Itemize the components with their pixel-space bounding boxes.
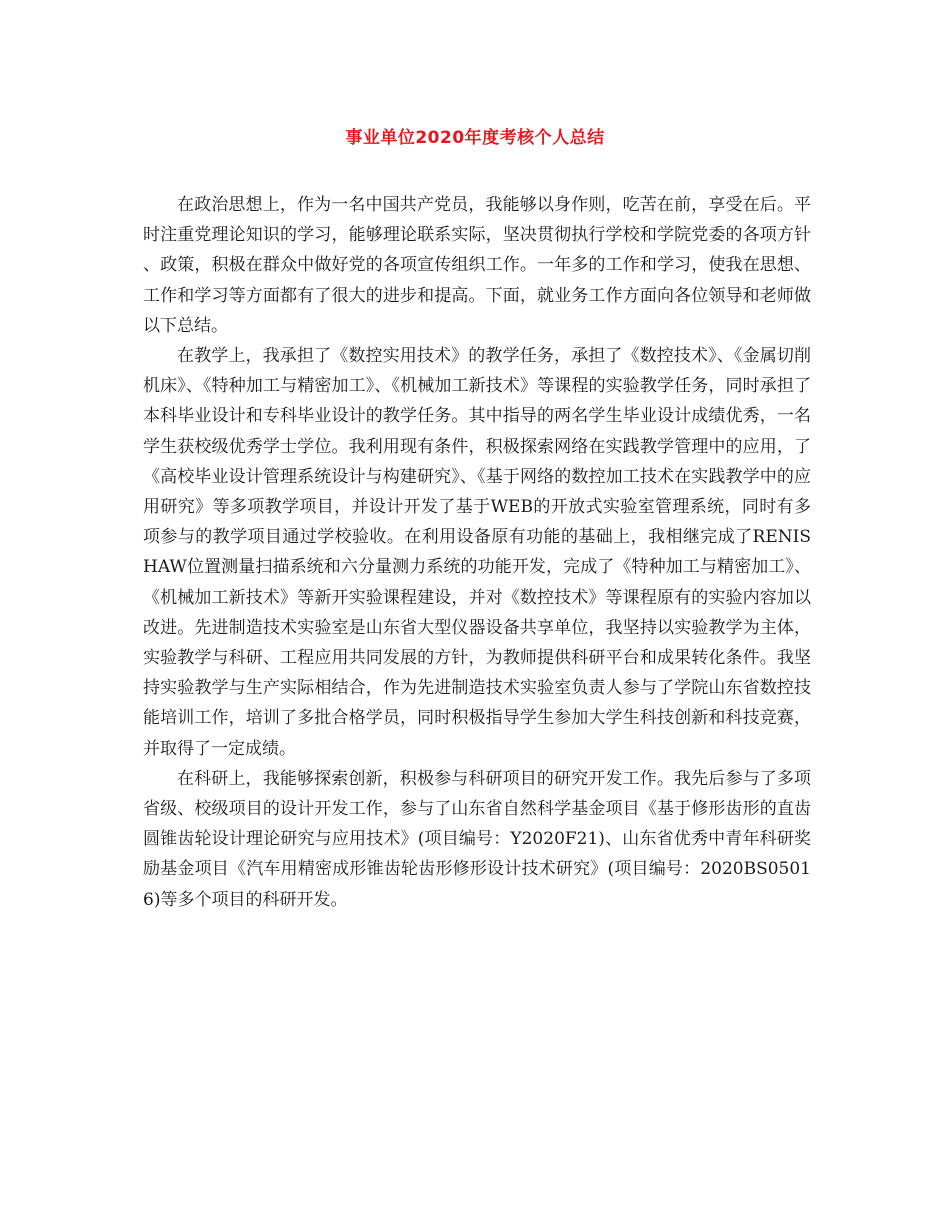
paragraph-teaching: 在教学上，我承担了《数控实用技术》的教学任务，承担了《数控技术》、《金属切削机床》、《特种加工与精密加工》、《机械加工新技术》等课程的实验教学任务，同时承担了本科毕业设计和专科毕业设计的教学任务。其中指导的两名学生毕业设计成绩优秀，一名学生获校级优秀学士学位。我利用现有条件，积极探索网络在实践教学管理中的应用，了《高校毕业设计管理系统设计与构建研究》、《基于网络的数控加工技术在实践教学中的应用研究》等多项教学项目，并设计开发了基于WEB的开放式实验室管理系统，同时有多项参与的教学项目通过学校验收。在利用设备原有功能的基础上，我相继完成了RENISHAW位置测量扫描系统和六分量测力系统的功能开发，完成了《特种加工与精密加工》、《机械加工新技术》等新开实验课程建设，并对《数控技术》等课程原有的实验内容加以改进。先进制造技术实验室是山东省大型仪器设备共享单位，我坚持以实验教学为主体，实验教学与科研、工程应用共同发展的方针，为教师提供科研平台和成果转化条件。我坚持实验教学与生产实际相结合，作为先进制造技术实验室负责人参与了学院山东省数控技能培训工作，培训了多批合格学员，同时积极指导学生参加大学生科技创新和科技竞赛，并取得了一定成绩。 xyxy=(143,346,811,759)
paragraph-political: 在政治思想上，作为一名中国共产党员，我能够以身作则，吃苦在前，享受在后。平时注重党理论知识的学习，能够理论联系实际，坚决贯彻执行学校和学院党委的各项方针、政策，积极在群众中做好党的各项宣传组织工作。一年多的工作和学习，使我在思想、工作和学习等方面都有了很大的进步和提高。下面，就业务工作方面向各位领导和老师做以下总结。 xyxy=(143,195,811,336)
document-title: 事业单位2020年度考核个人总结 xyxy=(345,128,605,148)
paragraph-research: 在科研上，我能够探索创新，积极参与科研项目的研究开发工作。我先后参与了多项省级、校级项目的设计开发工作，参与了山东省自然科学基金项目《基于修形齿形的直齿圆锥齿轮设计理论研究与应用技术》(项目编号：Y2020F21)、山东省优秀中青年科研奖励基金项目《汽车用精密成形锥齿轮齿形修形设计技术研究》(项目编号：2020BS05016)等多个项目的科研开发。 xyxy=(143,768,811,910)
document-body xyxy=(143,190,811,915)
